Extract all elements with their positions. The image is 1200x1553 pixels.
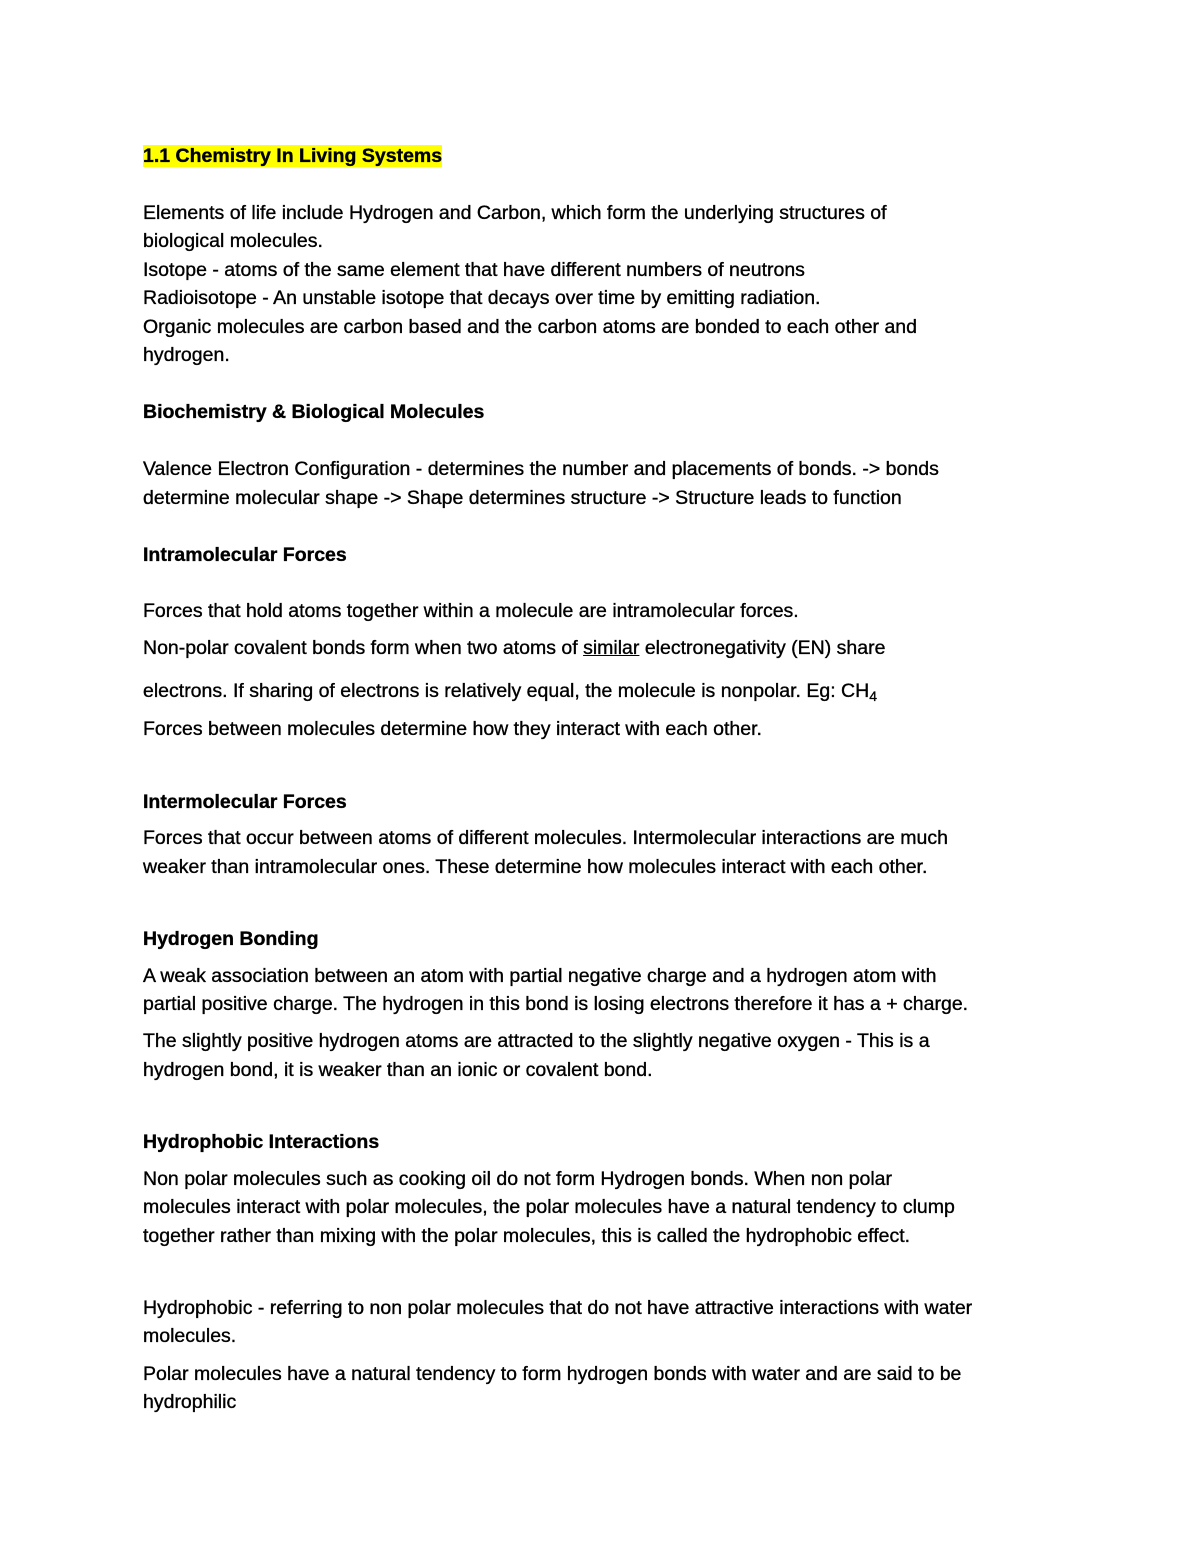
- intra-line-2-pre: Non-polar covalent bonds form when two atoms of: [143, 637, 584, 659]
- inter-heading: Intermolecular Forces: [143, 791, 347, 813]
- subscript: 4: [869, 688, 878, 704]
- isotope-definition: Isotope - atoms of the same element that have different numbers of neutrons: [143, 259, 805, 281]
- title-highlight: 1.1 Chemistry In Living Systems: [143, 145, 443, 167]
- hbond-line-2: partial positive charge. The hydrogen in this bond is losing electrons therefore it has a + charge.: [143, 993, 969, 1015]
- underlined-word: similar: [583, 637, 640, 659]
- intro-line-5: Organic molecules are carbon based and the carbon atoms are bonded to each other and: [143, 316, 918, 338]
- hbond-heading: Hydrogen Bonding: [143, 928, 319, 950]
- hbond-line-1: A weak association between an atom with partial negative charge and a hydrogen atom with: [143, 965, 937, 987]
- hbond-line-3: The slightly positive hydrogen atoms are attracted to the slightly negative oxygen - This is a: [143, 1030, 930, 1052]
- hydrophilic-line-1: Polar molecules have a natural tendency to form hydrogen bonds with water and are said to be: [143, 1363, 962, 1385]
- intro-line-2: biological molecules.: [143, 230, 323, 252]
- intro-line-6: hydrogen.: [143, 344, 230, 366]
- hydrophobic-line-1: Non polar molecules such as cooking oil do not form Hydrogen bonds. When non polar: [143, 1168, 893, 1190]
- intra-line-2-post: electronegativity (EN) share: [639, 637, 886, 659]
- hbond-line-4: hydrogen bond, it is weaker than an ionic or covalent bond.: [143, 1059, 653, 1081]
- hydrophilic-line-2: hydrophilic: [143, 1391, 237, 1413]
- intra-heading: Intramolecular Forces: [143, 544, 347, 566]
- hydrophobic-line-3: together rather than mixing with the polar molecules, this is called the hydrophobic effect.: [143, 1225, 911, 1247]
- intra-line-4: Forces between molecules determine how they interact with each other.: [143, 718, 762, 740]
- hydrophobic-definition-line-2: molecules.: [143, 1325, 237, 1347]
- intra-line-1: Forces that hold atoms together within a molecule are intramolecular forces.: [143, 600, 799, 622]
- intra-line-2: [143, 636, 885, 660]
- hydrophobic-definition-line-1: Hydrophobic - referring to non polar molecules that do not have attractive interactions with water: [143, 1297, 973, 1319]
- inter-line-2: weaker than intramolecular ones. These determine how molecules interact with each other.: [143, 856, 928, 878]
- radioisotope-definition: Radioisotope - An unstable isotope that decays over time by emitting radiation.: [143, 287, 821, 309]
- hydrophobic-heading: Hydrophobic Interactions: [143, 1131, 380, 1153]
- intra-line-3: [143, 679, 877, 703]
- biochem-line-2: determine molecular shape -> Shape determines structure -> Structure leads to function: [143, 487, 902, 509]
- biochem-heading: Biochemistry & Biological Molecules: [143, 401, 485, 423]
- hydrophobic-line-2: molecules interact with polar molecules, the polar molecules have a natural tendency to clump: [143, 1196, 955, 1218]
- intra-line-3-text: electrons. If sharing of electrons is relatively equal, the molecule is nonpolar. Eg: CH: [143, 680, 870, 702]
- inter-line-1: Forces that occur between atoms of different molecules. Intermolecular interactions are much: [143, 827, 948, 849]
- biochem-line-1: Valence Electron Configuration - determines the number and placements of bonds. -> bonds: [143, 458, 939, 480]
- section-title: [143, 144, 442, 168]
- intro-line-1: Elements of life include Hydrogen and Carbon, which form the underlying structures of: [143, 202, 887, 224]
